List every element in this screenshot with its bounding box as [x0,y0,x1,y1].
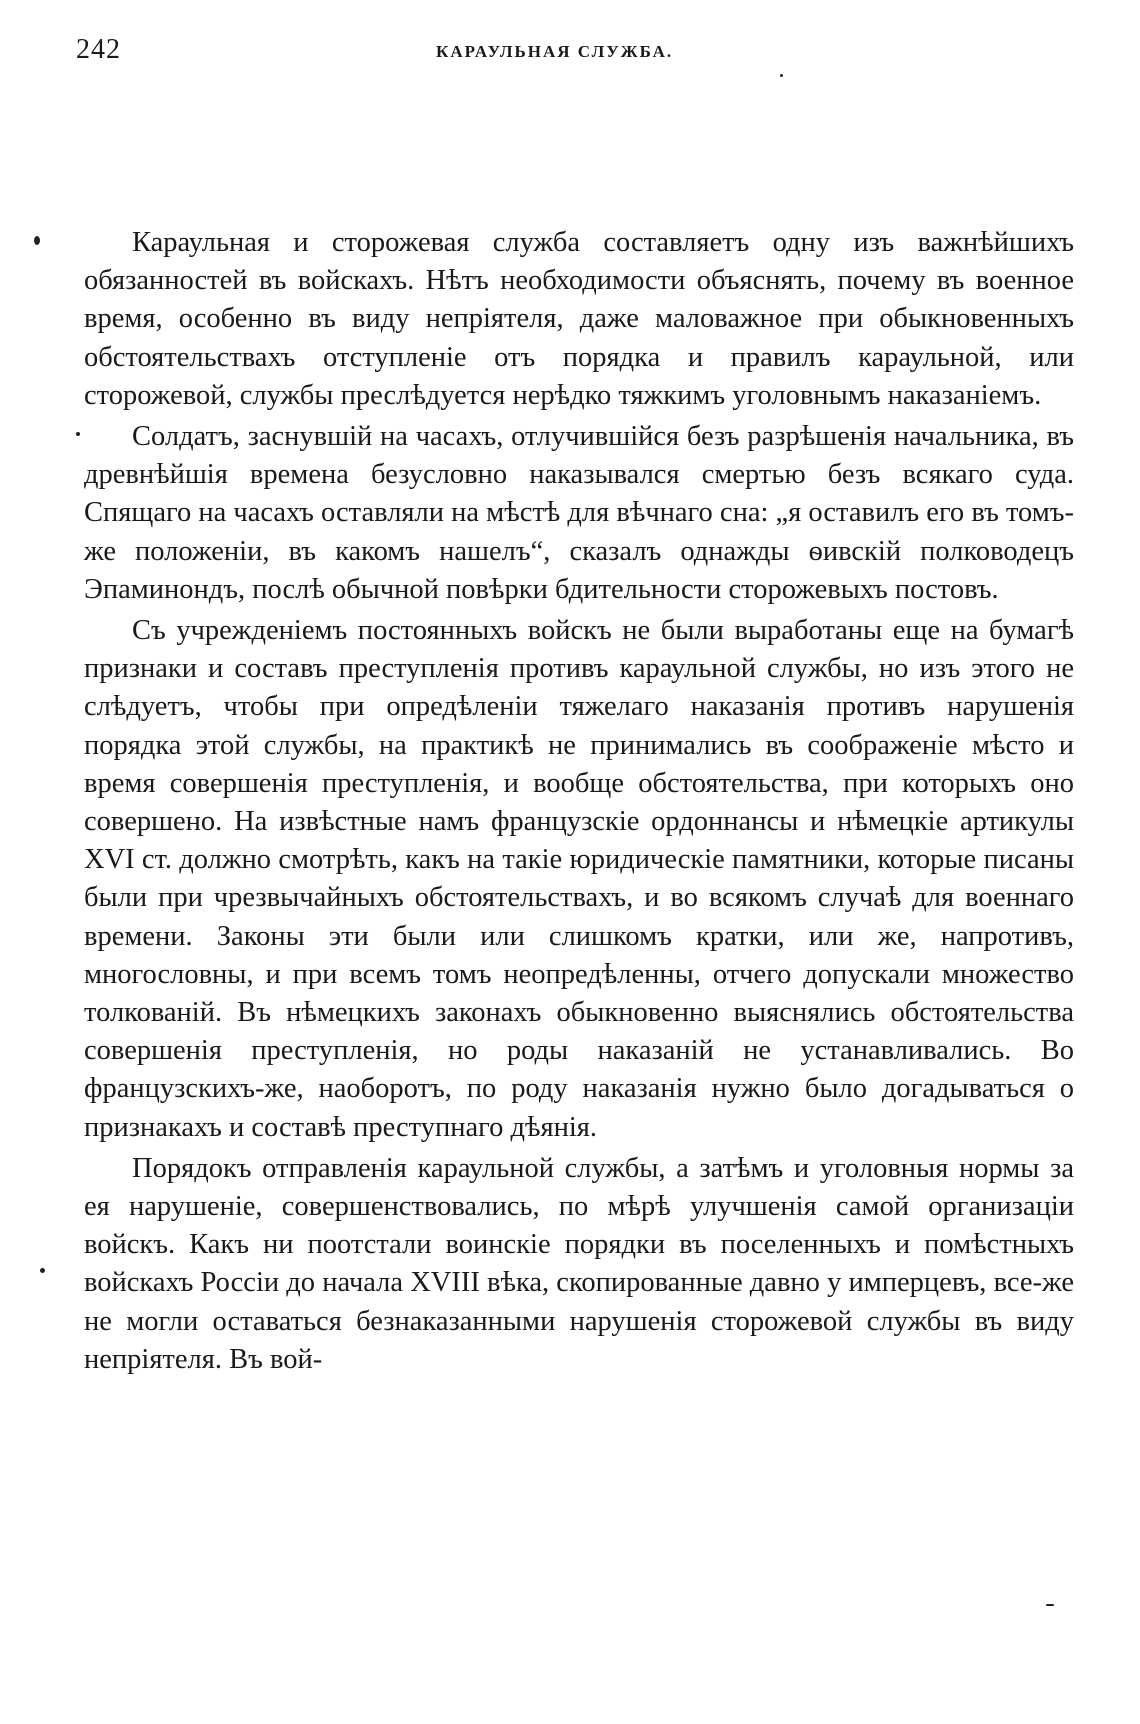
page-header [76,34,1076,74]
margin-mark-1 [34,236,40,245]
scan-speck-2 [1046,1604,1054,1606]
running-head: КАРАУЛЬНАЯ СЛУЖБА. [436,42,674,61]
page-number: 242 [76,34,121,65]
paragraph-1: Караульная и сторожевая служба составляетъ одну изъ важнѣйшихъ обязанностей въ войскахъ. Нѣтъ необходимости объяснять, почему въ военное время, особенно въ виду непріятеля, даже маловажное при обыкновенныхъ обстоятельствахъ отступленіе отъ порядка и правилъ караульной, или сторожевой, службы преслѣдуется нерѣдко тяжкимъ уголовнымъ наказаніемъ. [84,227,1074,411]
paragraph-2: Солдатъ, заснувшій на часахъ, отлучившійся безъ разрѣшенія начальника, въ древнѣйшія времена безусловно наказывался смертью безъ всякаго суда. Спящаго на часахъ оставляли на мѣстѣ для вѣчнаго сна: „я оставилъ его въ томъ-же положеніи, въ какомъ нашелъ“, сказалъ однажды ѳивскій полководецъ Эпаминондъ, послѣ обычной повѣрки бдительности сторожевыхъ постовъ. [84,421,1074,605]
paragraph-3: Съ учрежденіемъ постоянныхъ войскъ не были выработаны еще на бумагѣ признаки и составъ преступленія противъ караульной службы, но изъ этого не слѣдуетъ, чтобы при опредѣленіи тяжелаго наказанія противъ нарушенія порядка этой службы, на практикѣ не принимались въ соображеніе мѣсто и время совершенія преступленія, и вообще обстоятельства, при которыхъ оно совершено. На извѣстные намъ французскіе ордоннансы и нѣмецкіе артикулы XVI ст. должно смотрѣть, какъ на такіе юридическіе памятники, которые писаны были при чрезвычайныхъ обстоятельствахъ, и во всякомъ случаѣ для военнаго времени. Законы эти были или слишкомъ кратки, или же, напротивъ, многословны, и при всемъ томъ неопредѣленны, отчего допускали множество толкованій. Въ нѣмецкихъ законахъ обыкновенно выяснялись обстоятельства совершенія преступленія, но роды наказаній не устанавливались. Во французскихъ-же, наоборотъ, по роду наказанія нужно было догадываться о признакахъ и составѣ преступнаго дѣянія. [84,615,1074,1143]
scan-speck-1 [780,74,783,77]
margin-mark-2 [76,432,80,436]
body-text [84,224,1074,1382]
paragraph-4: Порядокъ отправленія караульной службы, а затѣмъ и уголовныя нормы за ея нарушеніе, совершенствовались, по мѣрѣ улучшенія самой организаціи войскъ. Какъ ни поотстали воинскіе порядки въ поселенныхъ и помѣстныхъ войскахъ Россіи до начала XVIII вѣка, скопированные давно у имперцевъ, все-же не могли оставаться безнаказанными нарушенія сторожевой службы въ виду непріятеля. Въ вой- [84,1152,1074,1375]
margin-mark-3 [40,1268,45,1273]
